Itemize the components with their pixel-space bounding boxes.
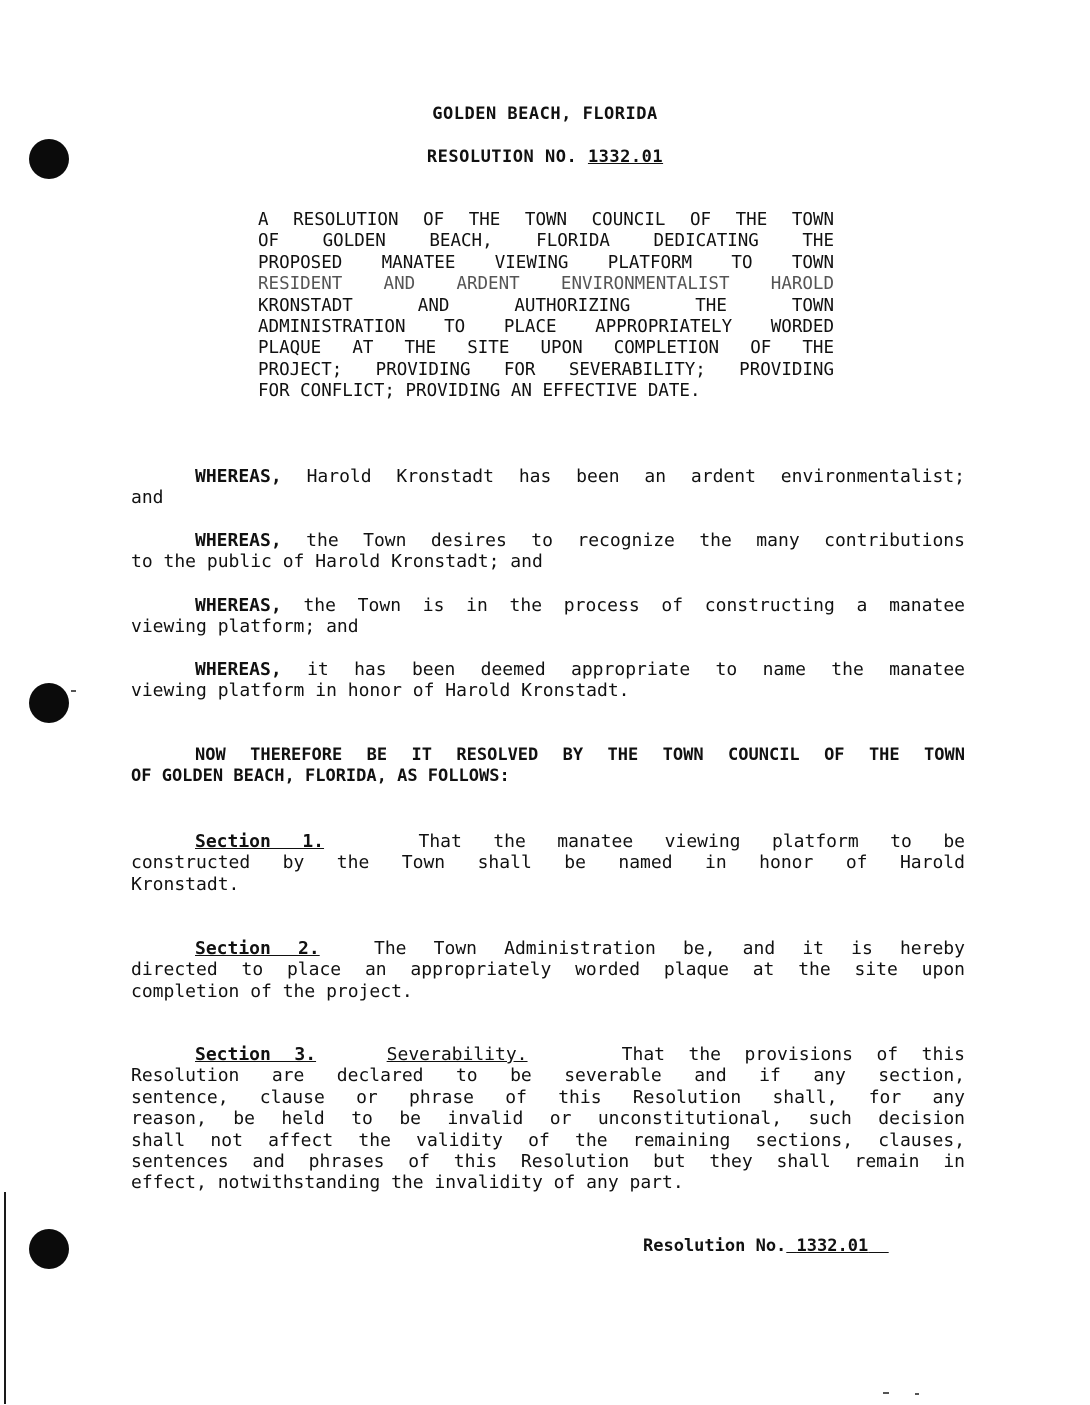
abstract-line: PROPOSED MANATEE VIEWING PLATFORM TO TOWN xyxy=(258,252,834,273)
scan-speck xyxy=(915,1393,919,1395)
whereas-text: and xyxy=(131,487,164,509)
section-subheading: Severability. xyxy=(386,1044,528,1065)
abstract-line: ADMINISTRATION TO PLACE APPROPRIATELY WORDED xyxy=(258,317,834,338)
section-2 xyxy=(131,938,965,1002)
section-text: shall not affect the validity of the remaining sections, clauses, xyxy=(131,1129,965,1151)
section-text: effect, notwithstanding the invalidity of any part. xyxy=(131,1172,684,1194)
section-text: The Town Administration be, and it is hereby xyxy=(373,938,965,959)
section-text: That the manatee viewing platform to be xyxy=(418,831,966,852)
resolution-abstract xyxy=(258,210,834,403)
resolved-line: OF GOLDEN BEACH, FLORIDA, AS FOLLOWS: xyxy=(131,766,510,787)
section-text: reason, be held to be invalid or unconstitutional, such decision xyxy=(131,1108,965,1130)
section-text: That the provisions of this xyxy=(621,1044,965,1065)
document-title-text: GOLDEN BEACH, FLORIDA xyxy=(432,104,658,124)
whereas-text: to the public of Harold Kronstadt; and xyxy=(131,551,543,573)
section-text: constructed by the Town shall be named in honor of Harold xyxy=(131,852,965,874)
scan-speck xyxy=(71,690,76,692)
resolved-line: NOW THEREFORE BE IT RESOLVED BY THE TOWN COUNCIL OF THE TOWN xyxy=(195,745,965,765)
section-text: directed to place an appropriately worded plaque at the site upon xyxy=(131,959,965,981)
abstract-line: KRONSTADT AND AUTHORIZING THE TOWN xyxy=(258,295,834,316)
whereas-keyword: WHEREAS, xyxy=(195,595,282,616)
punch-hole-middle xyxy=(29,683,69,723)
section-text: completion of the project. xyxy=(131,980,413,1002)
resolution-label: RESOLUTION NO. xyxy=(426,147,578,167)
whereas-text: Harold Kronstadt has been an ardent environmentalist; xyxy=(306,466,965,487)
document-title xyxy=(0,104,1090,124)
footer-label: Resolution No. xyxy=(643,1236,787,1256)
resolved-clause xyxy=(131,745,965,788)
whereas-keyword: WHEREAS, xyxy=(195,466,282,487)
whereas-clause-2 xyxy=(131,530,965,573)
whereas-text: the Town is in the process of constructing a manatee xyxy=(303,595,965,616)
whereas-text: the Town desires to recognize the many contributions xyxy=(306,530,965,551)
section-heading: Section 2. xyxy=(195,938,320,959)
section-heading: Section 3. xyxy=(195,1044,317,1065)
section-heading: Section 1. xyxy=(195,831,325,852)
resolution-number: 1332.01 xyxy=(587,147,664,167)
scan-edge-line xyxy=(4,1192,6,1404)
scan-speck xyxy=(883,1392,889,1394)
whereas-keyword: WHEREAS, xyxy=(195,659,282,680)
whereas-clause-4 xyxy=(131,659,965,702)
section-text: sentences and phrases of this Resolution but they shall remain in xyxy=(131,1151,965,1173)
abstract-line: PROJECT; PROVIDING FOR SEVERABILITY; PROVIDING xyxy=(258,359,834,380)
section-text: Resolution are declared to be severable and if any section, xyxy=(131,1065,965,1087)
whereas-text: it has been deemed appropriate to name the manatee xyxy=(307,659,965,680)
abstract-line: OF GOLDEN BEACH, FLORIDA DEDICATING THE xyxy=(258,231,834,252)
whereas-text: viewing platform in honor of Harold Kronstadt. xyxy=(131,680,630,702)
section-1 xyxy=(131,831,965,895)
punch-hole-bottom xyxy=(29,1229,69,1269)
whereas-clause-1 xyxy=(131,466,965,509)
page-footer xyxy=(643,1236,889,1256)
resolution-number-heading xyxy=(0,147,1090,167)
abstract-line: A RESOLUTION OF THE TOWN COUNCIL OF THE TOWN xyxy=(258,210,834,230)
whereas-keyword: WHEREAS, xyxy=(195,530,282,551)
section-text: sentence, clause or phrase of this Resolution shall, for any xyxy=(131,1086,965,1108)
footer-number: 1332.01 xyxy=(796,1236,869,1256)
abstract-line: PLAQUE AT THE SITE UPON COMPLETION OF THE xyxy=(258,338,834,359)
abstract-line: RESIDENT AND ARDENT ENVIRONMENTALIST HAROLD xyxy=(258,274,834,295)
whereas-clause-3 xyxy=(131,595,965,638)
section-text: Kronstadt. xyxy=(131,873,240,895)
whereas-text: viewing platform; and xyxy=(131,616,359,638)
section-3 xyxy=(131,1044,965,1194)
abstract-line: FOR CONFLICT; PROVIDING AN EFFECTIVE DATE. xyxy=(258,381,701,402)
